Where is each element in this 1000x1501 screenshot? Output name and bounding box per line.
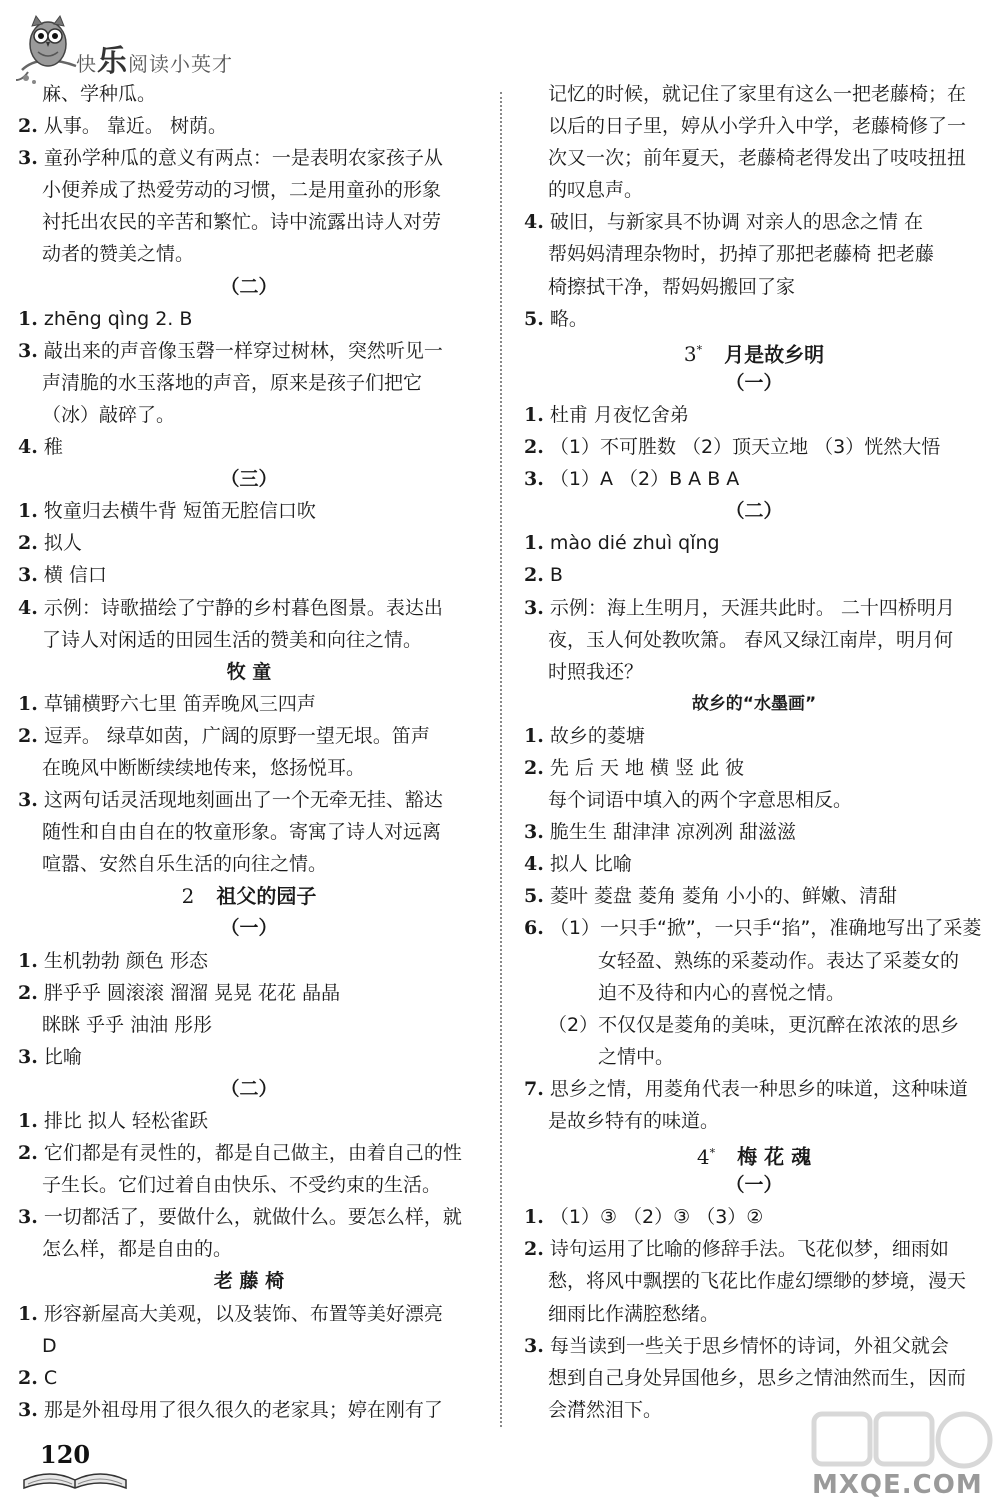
answer-line	[18, 784, 480, 816]
question-number: 3.	[18, 1206, 38, 1229]
answer-line	[18, 1201, 480, 1233]
answer-text: （1）A （2）B A B A	[549, 468, 740, 491]
answer-continuation: 眯眯 乎乎 油油 彤彤	[42, 1013, 213, 1036]
answer-text: 拟人 比喻	[549, 853, 632, 876]
answer-continuation: （冰）敲碎了。	[42, 403, 176, 426]
section-heading: 牧 童	[226, 660, 272, 683]
answer-line	[524, 399, 984, 431]
lesson-title-text: 梅 花 魂	[737, 1144, 812, 1169]
answer-text: 牧童归去横牛背 短笛无腔信口吹	[43, 500, 316, 523]
answer-line	[524, 720, 984, 752]
answer-continuation: 动者的赞美之情。	[42, 243, 195, 266]
question-number: 2.	[524, 436, 544, 459]
question-number: 2.	[18, 724, 38, 747]
lesson-star: *	[709, 1146, 716, 1160]
answer-continuation: 子生长。它们过着自由快乐、不受约束的生活。	[42, 1174, 442, 1197]
right-column	[524, 78, 984, 1426]
lesson-title	[524, 1137, 984, 1169]
question-number: 1.	[18, 1302, 38, 1325]
answer-line	[524, 1201, 984, 1233]
question-number: 2.	[524, 756, 544, 779]
answer-line	[18, 495, 480, 527]
section-heading: （一）	[725, 371, 783, 394]
question-number: 2.	[18, 115, 38, 138]
question-number: 2.	[18, 532, 38, 555]
answer-text: 略。	[549, 307, 588, 330]
brand-text-post: 阅读小英才	[128, 52, 233, 76]
answer-line	[524, 463, 984, 495]
answer-continuation: 细雨比作满腔愁绪。	[548, 1302, 720, 1325]
answer-continuation: 次又一次；前年夏天，老藤椅老得发出了吱吱扭扭	[548, 147, 967, 170]
answer-text: 诗句运用了比喻的修辞手法。飞花似梦，细雨如	[549, 1238, 949, 1261]
lesson-title-text: 祖父的园子	[216, 884, 317, 909]
question-number: 3.	[524, 468, 544, 491]
answer-line	[18, 142, 480, 174]
question-number: 3.	[524, 596, 544, 619]
answer-text: 排比 拟人 轻松雀跃	[43, 1110, 208, 1132]
question-number: 3.	[18, 564, 38, 587]
lesson-number-value: 3	[683, 342, 697, 367]
answer-continuation: 随性和自由自在的牧童形象。寄寓了诗人对远离	[42, 821, 442, 844]
answer-line	[524, 206, 984, 238]
answer-continuation: 椅擦拭干净，帮妈妈搬回了家	[548, 275, 796, 298]
question-number: 3.	[524, 821, 544, 844]
question-number: 2.	[524, 1238, 544, 1261]
section-heading: 老 藤 椅	[213, 1270, 285, 1293]
answer-line	[18, 303, 480, 335]
answer-text: 逗弄。 绿草如茵，广阔的原野一望无垠。笛声	[43, 724, 430, 747]
answer-line	[524, 912, 984, 944]
answer-subitem: （2）不仅仅是菱角的美味，更沉醉在浓浓的思乡	[548, 1013, 960, 1036]
answer-line	[524, 1330, 984, 1362]
answer-text: 一切都活了，要做什么，就做什么。要怎么样，就	[43, 1206, 462, 1229]
answer-text: 横 信口	[43, 564, 107, 587]
answer-text: mào dié zhuì qǐng	[549, 532, 720, 555]
answer-line	[524, 431, 984, 463]
answer-text: 思乡之情，用菱角代表一种思乡的味道，这种味道	[549, 1077, 968, 1100]
answer-line	[18, 688, 480, 720]
question-number: 1.	[524, 403, 544, 426]
answer-continuation: 是故乡特有的味道。	[548, 1110, 720, 1132]
question-number: 1.	[524, 532, 544, 555]
section-heading: （一）	[220, 917, 278, 940]
lesson-title	[18, 880, 480, 912]
answer-line	[524, 592, 984, 624]
column-divider	[500, 92, 502, 1427]
question-number: 1.	[18, 949, 38, 972]
section-heading: （二）	[220, 275, 278, 298]
answer-text: 敲出来的声音像玉磬一样穿过树林，突然听见一	[43, 339, 443, 362]
answer-line	[524, 816, 984, 848]
question-number: 4.	[18, 596, 38, 619]
lesson-number-value: 4	[696, 1144, 710, 1169]
page-number: 120	[40, 1440, 91, 1469]
answer-text: 示例：海上生明月，天涯共此时。 二十四桥明月	[549, 596, 955, 619]
lesson-number	[684, 342, 702, 366]
answer-text: 拟人	[43, 532, 82, 555]
lesson-star: *	[696, 343, 703, 357]
answer-text: 草铺横野六七里 笛弄晚风三四声	[43, 692, 316, 715]
question-number: 1.	[18, 1110, 38, 1132]
question-number: 3.	[18, 1045, 38, 1068]
section-heading: （二）	[725, 500, 783, 523]
brand-title	[76, 36, 233, 80]
question-number: 2.	[18, 1366, 38, 1389]
answer-continuation: D	[42, 1334, 57, 1357]
answer-text: 杜甫 月夜忆舍弟	[549, 403, 689, 426]
question-number: 5.	[524, 307, 544, 330]
answer-line	[18, 1394, 480, 1426]
question-number: 4.	[18, 436, 38, 459]
answer-continuation: 女轻盈、熟练的采菱动作。表达了采菱女的	[598, 949, 960, 972]
question-number: 6.	[524, 917, 544, 940]
answer-continuation: 每个词语中填入的两个字意思相反。	[548, 789, 853, 812]
answer-text: 破旧，与新家具不协调 对亲人的思念之情 在	[549, 211, 923, 234]
section-heading: （一）	[725, 1174, 783, 1197]
answer-continuation: 声清脆的水玉落地的声音，原来是孩子们把它	[42, 371, 423, 394]
question-number: 3.	[524, 1334, 544, 1357]
answer-continuation: 了诗人对闲适的田园生活的赞美和向往之情。	[42, 628, 423, 651]
answer-continuation: 记忆的时候，就记住了家里有这么一把老藤椅；在	[548, 83, 967, 105]
answer-continuation: 之情中。	[598, 1045, 675, 1068]
answer-line	[524, 880, 984, 912]
answer-line	[524, 1073, 984, 1105]
header-logo	[14, 8, 314, 88]
answer-text: （1）不可胜数 （2）顶天立地 （3）恍然大悟	[549, 436, 941, 459]
answer-continuation: 想到自己身处异国他乡，思乡之情油然而生，因而	[548, 1366, 967, 1389]
answer-continuation: 衬托出农民的辛苦和繁忙。诗中流露出诗人对劳	[42, 211, 442, 234]
answer-continuation: 麻、学种瓜。	[42, 83, 157, 105]
question-number: 1.	[18, 307, 38, 330]
lesson-title-text: 月是故乡明	[724, 342, 825, 367]
answer-line	[18, 1041, 480, 1073]
answer-line	[524, 303, 984, 335]
answer-line	[18, 945, 480, 977]
answer-continuation: 在晚风中断断续续地传来，悠扬悦耳。	[42, 756, 366, 779]
lesson-title	[524, 335, 984, 367]
answer-continuation: 怎么样，都是自由的。	[42, 1238, 233, 1261]
question-number: 3.	[18, 147, 38, 170]
answer-line	[18, 1105, 480, 1137]
answer-line	[18, 527, 480, 559]
answer-continuation: 迫不及待和内心的喜悦之情。	[598, 981, 846, 1004]
question-number: 2.	[18, 981, 38, 1004]
answer-text: 比喻	[43, 1045, 82, 1068]
answer-text: B	[549, 564, 563, 587]
answer-text: C	[43, 1366, 58, 1389]
lesson-number-value: 2	[181, 884, 195, 909]
answer-text: 故乡的菱塘	[549, 724, 645, 747]
answer-line	[18, 720, 480, 752]
question-number: 3.	[18, 1398, 38, 1421]
question-number: 1.	[524, 724, 544, 747]
answer-continuation: 会潸然泪下。	[548, 1398, 663, 1421]
answer-line	[18, 592, 480, 624]
answer-text: 菱叶 菱盘 菱角 菱角 小小的、鲜嫩、清甜	[549, 885, 898, 908]
answer-text: 稚	[43, 436, 63, 459]
brand-text-pre: 快	[76, 52, 97, 76]
answer-continuation: 的叹息声。	[548, 179, 644, 202]
answer-continuation: 以后的日子里，婷从小学升入中学，老藤椅修了一	[548, 115, 967, 138]
question-number: 4.	[524, 853, 544, 876]
section-heading: （二）	[220, 1077, 278, 1100]
question-number: 5.	[524, 885, 544, 908]
question-number: 3.	[18, 339, 38, 362]
question-number: 4.	[524, 211, 544, 234]
question-number: 1.	[18, 500, 38, 523]
answer-continuation: 喧嚣、安然自乐生活的向往之情。	[42, 853, 328, 876]
answer-line	[18, 1362, 480, 1394]
answer-continuation: 愁，将风中飘摆的飞花比作虚幻缥缈的梦境，漫天	[548, 1270, 967, 1293]
lesson-number	[697, 1145, 715, 1169]
section-heading: （三）	[220, 468, 278, 491]
answer-continuation: 时照我还？	[548, 660, 644, 683]
answer-line	[524, 752, 984, 784]
answer-text: 生机勃勃 颜色 形态	[43, 949, 208, 972]
question-number: 2.	[524, 564, 544, 587]
answer-text: 每当读到一些关于思乡情怀的诗词，外祖父就会	[549, 1334, 949, 1357]
question-number: 7.	[524, 1077, 544, 1100]
answer-line	[18, 110, 480, 142]
answer-line	[18, 559, 480, 591]
answer-text: （1）一只手“掀”，一只手“掐”，准确地写出了采菱	[549, 917, 982, 940]
answer-text: （1）③ （2）③ （3）②	[549, 1206, 764, 1229]
lesson-number	[182, 884, 195, 908]
answer-continuation: 小便养成了热爱劳动的习惯，二是用童孙的形象	[42, 179, 442, 202]
answer-line	[18, 1298, 480, 1330]
answer-line	[524, 1233, 984, 1265]
answer-line	[18, 977, 480, 1009]
answer-continuation: 帮妈妈清理杂物时，扔掉了那把老藤椅 把老藤	[548, 243, 935, 266]
question-number: 1.	[524, 1206, 544, 1229]
answer-continuation: 夜，玉人何处教吹箫。 春风又绿江南岸，明月何	[548, 628, 954, 651]
answer-line	[524, 527, 984, 559]
answer-line	[524, 559, 984, 591]
brand-text-big: 乐	[97, 44, 128, 79]
left-column	[18, 78, 480, 1426]
question-number: 2.	[18, 1142, 38, 1165]
answer-text: 形容新屋高大美观，以及装饰、布置等美好漂亮	[43, 1302, 443, 1325]
answer-text: 脆生生 甜津津 凉冽冽 甜滋滋	[549, 821, 797, 844]
owl-icon	[14, 8, 84, 86]
question-number: 1.	[18, 692, 38, 715]
answer-text: 胖乎乎 圆滚滚 溜溜 晃晃 花花 晶晶	[43, 981, 341, 1004]
answer-line	[524, 848, 984, 880]
answer-line	[18, 1137, 480, 1169]
answer-text: 这两句话灵活现地刻画出了一个无牵无挂、豁达	[43, 789, 443, 812]
answer-line	[18, 431, 480, 463]
answer-line	[18, 335, 480, 367]
answer-text: 从事。 靠近。 树荫。	[43, 115, 227, 138]
answer-text: 那是外祖母用了很久很久的老家具；婷在刚有了	[43, 1398, 443, 1421]
answer-text: 先 后 天 地 横 竖 此 彼	[549, 756, 745, 779]
answer-text: 示例：诗歌描绘了宁静的乡村暮色图景。表达出	[43, 596, 443, 619]
answer-text: 童孙学种瓜的意义有两点：一是表明农家孩子从	[43, 147, 443, 170]
answer-text: zhēng qìng 2. B	[43, 307, 193, 330]
answer-text: 它们都是有灵性的，都是自己做主，由着自己的性	[43, 1142, 462, 1165]
question-number: 3.	[18, 789, 38, 812]
watermark-site: MXQE.COM	[812, 1470, 983, 1500]
section-heading: 故乡的“水墨画”	[691, 693, 817, 714]
